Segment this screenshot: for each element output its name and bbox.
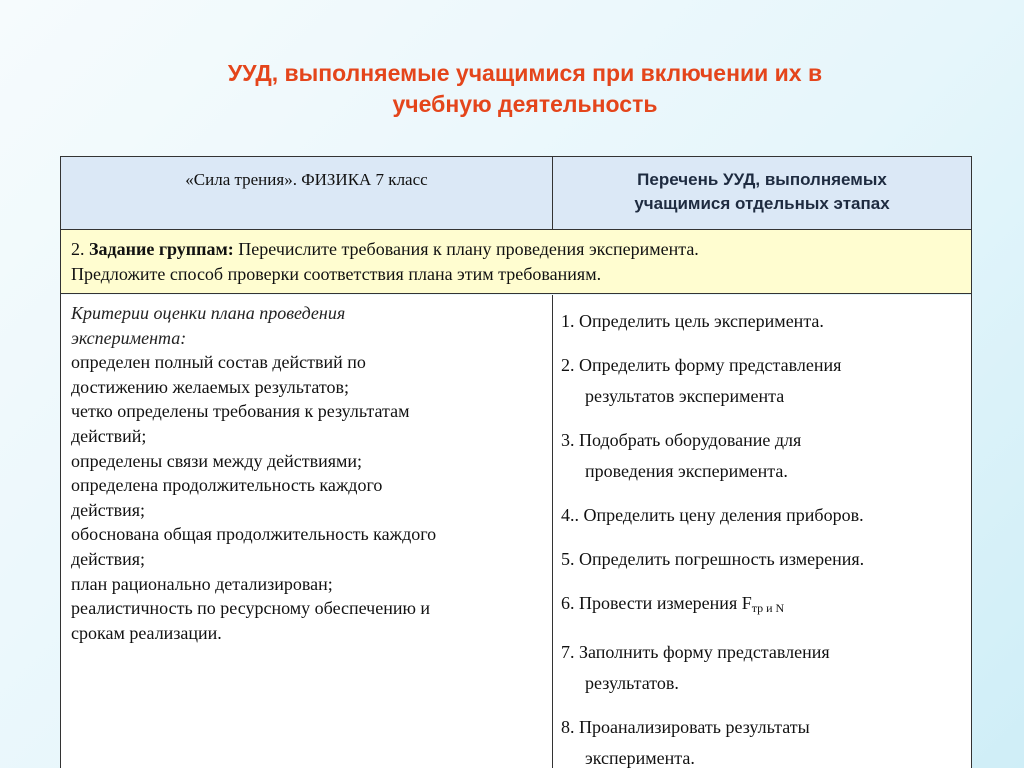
step-text: 1. Определить цель эксперимента. [561,311,824,331]
criteria-line: действий; [71,425,147,446]
header-uud-list [553,157,971,240]
step-text: 8. Проанализировать результаты [561,717,810,737]
slide-title-line-2: учебную деятельность [392,91,658,117]
header-uud-line-1: Перечень УУД, выполняемых [637,170,887,189]
criteria-line: достижению желаемых результатов; [71,376,350,397]
step-item [561,712,963,768]
criteria-line: срокам реализации. [71,622,222,643]
header-uud-line-2: учащимися отдельных этапах [634,194,890,213]
force-subscript: тр и N [751,601,785,615]
table-header-row [61,157,971,230]
step-text: 7. Заполнить форму представления [561,642,830,662]
step-text-main: 6. Провести измерения F [561,593,752,613]
task-number: 2. [71,239,85,259]
criteria-line: действия; [71,548,146,569]
task-line-1 [71,237,961,262]
slide-title [110,58,940,120]
criteria-line: определены связи между действиями; [71,450,363,471]
criteria-title-1: Критерии оценки плана проведения [71,303,346,323]
step-text [561,588,963,624]
criteria-line: реалистичность по ресурсному обеспечению и [71,598,431,619]
criteria-title-2: эксперимента: [71,327,187,348]
step-text-cont: результатов. [585,673,679,693]
task-text-1: Перечислите требования к плану проведения эксперимента. [238,239,699,259]
task-row [61,230,971,294]
header-lesson-topic: «Сила трения». ФИЗИКА 7 класс [61,157,553,229]
step-item [561,425,963,487]
criteria-cell [61,295,553,768]
step-text: 3. Подобрать оборудование для [561,430,802,450]
step-item [561,500,963,531]
criteria-line: определена продолжительность каждого [71,475,383,496]
criteria-line: план рационально детализирован; [71,573,333,594]
slide-title-line-1: УУД, выполняемые учащимися при включении их в [227,60,823,86]
step-item [561,350,963,412]
step-text-cont: результатов эксперимента [585,386,785,406]
step-text-cont: эксперимента. [585,748,695,768]
step-item [561,637,963,699]
step-text: 4.. Определить цену деления приборов. [561,505,864,525]
step-item [561,306,963,337]
task-label: Задание группам: [89,239,234,259]
criteria-line: четко определены требования к результатам [71,401,410,422]
uud-table [60,156,972,768]
criteria-line: действия; [71,499,146,520]
step-item [561,544,963,575]
step-text-cont: проведения эксперимента. [585,461,788,481]
step-text: 2. Определить форму представления [561,355,842,375]
step-text: 5. Определить погрешность измерения. [561,549,865,569]
steps-cell [553,295,971,768]
task-text-2: Предложите способ проверки соответствия плана этим требованиям. [71,264,602,284]
step-item [561,588,963,624]
criteria-line: обоснована общая продолжительность каждого [71,524,437,545]
criteria-line: определен полный состав действий по [71,352,366,373]
